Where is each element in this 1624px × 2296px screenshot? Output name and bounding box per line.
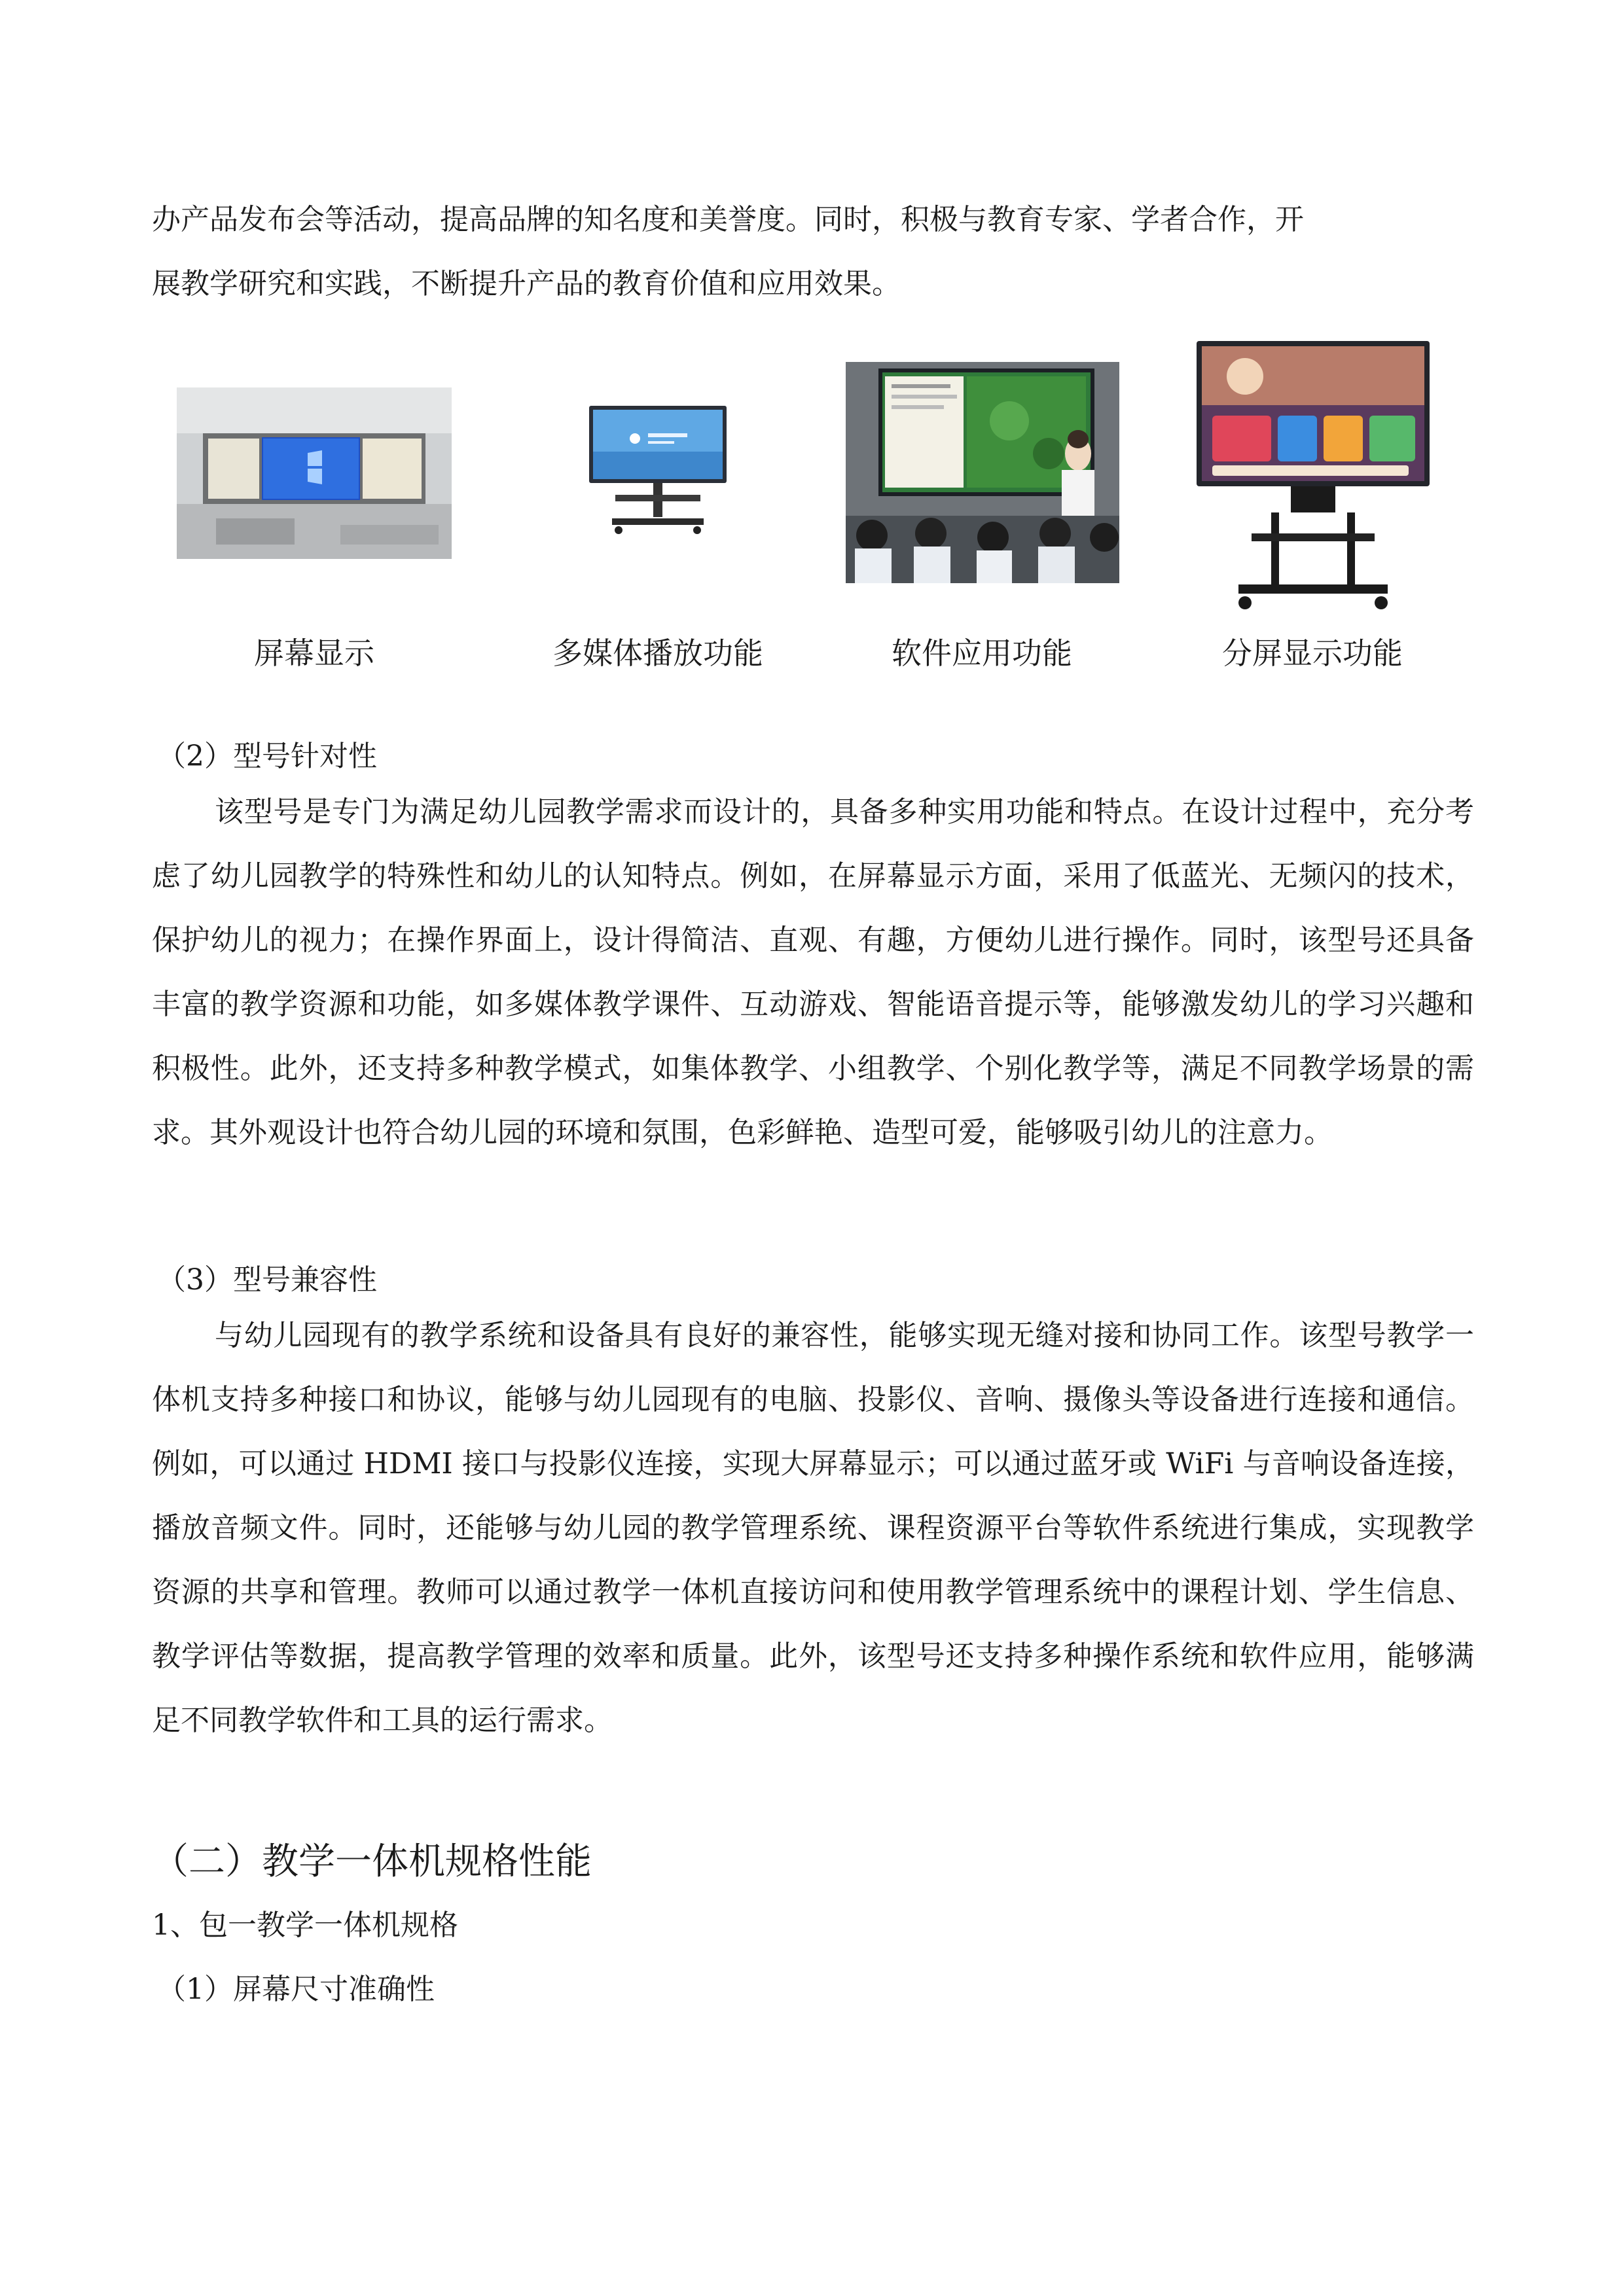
section-body: 与幼儿园现有的教学系统和设备具有良好的兼容性，能够实现无缝对接和协同工作。该型号教学一体机支持多种接口和协议，能够与幼儿园现有的电脑、投影仪、音响、摄像头等设备进行连接和通信。例如，可以通过 HDMI 接口与投影仪连接，实现大屏幕显示；可以通过蓝牙或 WiFi 与音响设备连接，播放音频文件。同时，还能够与幼儿园的教学管理系统、课程资源平台等软件系统进行集成，实现教学资源的共享和管理。教师可以通过教学一体机直接访问和使用教学管理系统中的课程计划、学生信息、教学评估等数据，提高教学管理的效率和质量。此外，该型号还支持多种操作系统和软件应用，能够满足不同教学软件和工具的运行需求。 <box>152 1319 1474 1737</box>
figure-caption: 屏幕显示 <box>254 636 374 671</box>
figure-caption: 分屏显示功能 <box>1222 636 1403 671</box>
intro-line-2: 展教学研究和实践，不断提升产品的教育价值和应用效果。 <box>152 267 901 300</box>
section-heading: （2）型号针对性 <box>157 740 377 773</box>
figure-caption: 多媒体播放功能 <box>552 636 763 671</box>
mobile-display-stand-image <box>576 399 740 537</box>
section-heading: （3）型号兼容性 <box>157 1263 377 1297</box>
intro-line-1: 办产品发布会等活动，提高品牌的知名度和美誉度。同时，积极与教育专家、学者合作，开 <box>152 203 1304 236</box>
subheading: （1）屏幕尺寸准确性 <box>157 1973 435 2006</box>
section-body: 该型号是专门为满足幼儿园教学需求而设计的，具备多种实用功能和特点。在设计过程中，充分考虑了幼儿园教学的特殊性和幼儿的认知特点。例如，在屏幕显示方面，采用了低蓝光、无频闪的技术，保护幼儿的视力；在操作界面上，设计得简洁、直观、有趣，方便幼儿进行操作。同时，该型号还具备丰富的教学资源和功能，如多媒体教学课件、互动游戏、智能语音提示等，能够激发幼儿的学习兴趣和积极性。此外，还支持多种教学模式，如集体教学、小组教学、个别化教学等，满足不同教学场景的需求。其外观设计也符合幼儿园的环境和氛围，色彩鲜艳、造型可爱，能够吸引幼儿的注意力。 <box>152 795 1474 1149</box>
chapter-heading: （二）教学一体机规格性能 <box>152 1840 592 1883</box>
classroom-whiteboard-image <box>177 387 452 559</box>
teacher-classroom-image <box>846 362 1119 583</box>
subheading: 1、包一教学一体机规格 <box>152 1909 458 1942</box>
display-on-cart-image <box>1193 337 1434 613</box>
figure-caption: 软件应用功能 <box>892 636 1072 671</box>
